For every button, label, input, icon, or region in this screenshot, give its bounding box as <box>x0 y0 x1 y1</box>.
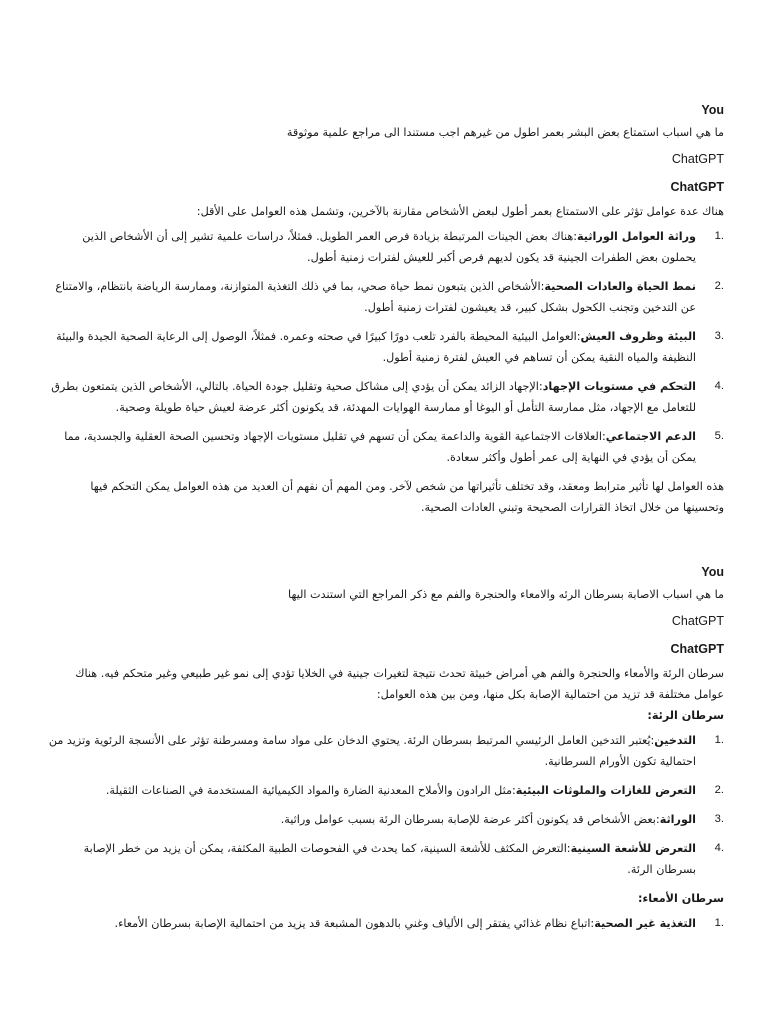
item-text: :الأشخاص الذين يتبعون نمط حياة صحي، بما في ذلك التغذية المتوازنة، وممارسة الرياضة بانتظام، والامتناع عن التدخين وتجنب الكحول بشكل كبير، قد يعيشون لفترات زمنية أطول. <box>55 280 696 314</box>
answer-conclusion: هذه العوامل لها تأثير مترابط ومعقد، وقد تختلف تأثيراتها من شخص لآخر. ومن المهم أن نفهم أن العديد من هذه العوامل يمكن التحكم فيها وتحسينها من خلال اتخاذ القرارات الصحيحة وتبني العادات الصحية. <box>90 480 724 514</box>
list-item <box>48 426 724 468</box>
item-term: الدعم الاجتماعي <box>605 430 696 443</box>
item-text: :مثل الرادون والأملاح المعدنية الضارة والمواد الكيميائية المستخدمة في الصناعات الثقيلة. <box>105 784 516 797</box>
assistant-label-bold: ChatGPT <box>670 180 724 194</box>
lung-cancer-heading: سرطان الرئة: <box>647 709 724 722</box>
user-question: ما هي اسباب الاصابة بسرطان الرئه والامعاء والحنجرة والفم مع ذكر المراجع التي استندت اليها <box>288 588 724 601</box>
user-question: ما هي اسباب استمتاع بعض البشر بعمر اطول من غيرهم اجب مستندا الى مراجع علمية موثوقة <box>286 126 724 139</box>
list-number: .1 <box>714 230 724 242</box>
item-text: :العوامل البيئية المحيطة بالفرد تلعب دورًا كبيرًا في صحته وعمره. فمثلاً، الوصول إلى الرعاية الصحية الجيدة والبيئة النظيفة والمياه النقية يمكن أن تساهم في العيش لفترة زمنية أطول. <box>56 330 696 364</box>
list-item <box>48 838 724 880</box>
list-item <box>48 276 724 318</box>
item-text: :هناك بعض الجينات المرتبطة بزيادة فرص العمر الطويل. فمثلاً، دراسات علمية تشير إلى أن الأشخاص الذين يحملون بعض الطفرات الجينية قد يكون لديهم فرص أكبر للعيش لفترات زمنية أطول. <box>82 230 696 264</box>
item-term: التعرض للغازات والملوثات البيئية <box>515 784 696 797</box>
list-number: .1 <box>714 917 724 929</box>
list-item <box>48 376 724 418</box>
list-item <box>48 730 724 772</box>
list-item <box>48 326 724 368</box>
item-text: :اتباع نظام غذائي يفتقر إلى الألياف وغني بالدهون المشبعة قد يزيد من احتمالية الإصابة بسرطان الأمعاء. <box>114 917 595 930</box>
list-item <box>48 226 724 268</box>
item-text: :العلاقات الاجتماعية القوية والداعمة يمكن أن تسهم في تقليل مستويات الإجهاد وتحسين الصحة العقلية والجسدية، مما يمكن أن يؤدي في النهاية إلى عمر أطول وأكثر سعادة. <box>64 430 696 464</box>
list-number: .1 <box>714 734 724 746</box>
user-label: You <box>701 565 724 579</box>
list-number: .2 <box>714 784 724 796</box>
colon-cancer-list <box>48 913 724 934</box>
item-text: :بعض الأشخاص قد يكونون أكثر عرضة للإصابة بسرطان الرئة بسبب عوامل وراثية. <box>280 813 660 826</box>
assistant-label-bold: ChatGPT <box>670 642 724 656</box>
item-term: التعرض للأشعة السينية <box>570 842 696 855</box>
list-item <box>48 780 724 801</box>
list-number: .5 <box>714 430 724 442</box>
user-label: You <box>701 103 724 117</box>
list-number: .2 <box>714 280 724 292</box>
item-term: نمط الحياة والعادات الصحية <box>544 280 696 293</box>
list-number: .3 <box>714 813 724 825</box>
list-item <box>48 809 724 830</box>
item-term: التحكم في مستويات الإجهاد <box>542 380 696 393</box>
item-term: البيئة وظروف العيش <box>580 330 696 343</box>
item-text: :الإجهاد الزائد يمكن أن يؤدي إلى مشاكل صحية وتقليل جودة الحياة. بالتالي، الأشخاص الذين يتمتعون بطرق للتعامل مع الإجهاد، مثل ممارسة التأمل أو اليوغا أو ممارسة الهوايات المهدئة، قد يكونون أكثر عرضة لعيش حياة طويلة وصحية. <box>51 380 696 414</box>
item-term: التغذية غير الصحية <box>594 917 696 930</box>
assistant-label: ChatGPT <box>671 614 724 628</box>
item-term: وراثة العوامل الوراثية <box>577 230 696 243</box>
item-term: التدخين <box>654 734 696 747</box>
document-body <box>48 0 724 942</box>
list-item <box>48 913 724 934</box>
list-number: .4 <box>714 842 724 854</box>
item-term: الوراثة <box>659 813 696 826</box>
colon-cancer-heading: سرطان الأمعاء: <box>638 892 724 905</box>
answer-intro: هناك عدة عوامل تؤثر على الاستمتاع بعمر أطول لبعض الأشخاص مقارنة بالآخرين، وتشمل هذه العوامل على الأقل: <box>196 205 724 218</box>
answer-intro: سرطان الرئة والأمعاء والحنجرة والفم هي أمراض خبيثة تحدث نتيجة لتغيرات جينية في الخلايا تؤدي إلى نمو غير طبيعي وغير متحكم فيه. هناك عوامل مختلفة قد تزيد من احتمالية الإصابة بكل منها، ومن بين هذه العوامل: <box>75 667 724 701</box>
item-text: :يُعتبر التدخين العامل الرئيسي المرتبط بسرطان الرئة. يحتوي الدخان على مواد سامة ومسرطنة تؤثر على الأنسجة الرئوية وتزيد من احتمالية تكون الأورام السرطانية. <box>48 734 696 768</box>
list-number: .3 <box>714 330 724 342</box>
item-text: :التعرض المكثف للأشعة السينية، كما يحدث في الفحوصات الطبية المكثفة، يمكن أن يزيد من خطر الإصابة بسرطان الرئة. <box>83 842 696 876</box>
answer-list <box>48 226 724 468</box>
lung-cancer-list <box>48 730 724 880</box>
assistant-label: ChatGPT <box>671 152 724 166</box>
list-number: .4 <box>714 380 724 392</box>
